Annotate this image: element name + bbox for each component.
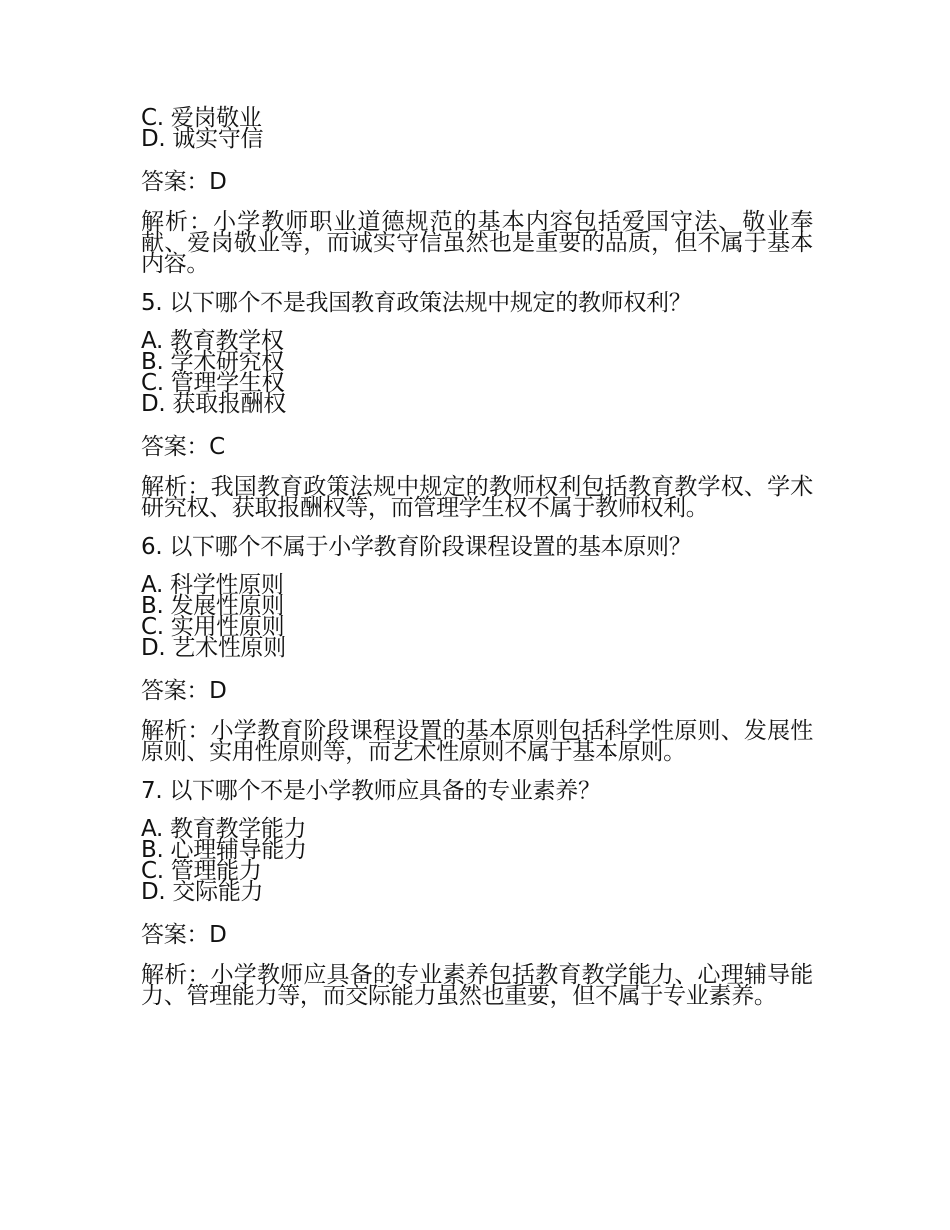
option-item: D. 获取报酬权 (141, 391, 286, 417)
question-block (141, 533, 813, 763)
answer-text: 答案：D (141, 169, 227, 195)
option-item: A. 教育教学能力 (141, 816, 307, 842)
option-item: A. 科学性原则 (141, 572, 284, 598)
option-item: D. 诚实守信 (141, 126, 264, 152)
analysis-text: 解析：小学教师职业道德规范的基本内容包括爱国守法、敬业奉献、爱岗敬业等，而诚实守信虽然也是重要的品质，但不属于基本内容。 (141, 209, 813, 277)
option-item: D. 艺术性原则 (141, 635, 286, 661)
question-text: 7. 以下哪个不是小学教师应具备的专业素养？ (141, 778, 601, 804)
option-list (141, 328, 813, 417)
analysis-text: 解析：小学教育阶段课程设置的基本原则包括科学性原则、发展性原则、实用性原则等，而艺术性原则不属于基本原则。 (141, 718, 813, 765)
question-text: 5. 以下哪个不是我国教育政策法规中规定的教师权利？ (141, 290, 692, 316)
option-item: C. 爱岗敬业 (141, 105, 262, 131)
answer-text: 答案：C (141, 434, 225, 460)
question-text: 6. 以下哪个不属于小学教育阶段课程设置的基本原则？ (141, 534, 692, 560)
analysis-text: 解析：我国教育政策法规中规定的教师权利包括教育教学权、学术研究权、获取报酬权等，而管理学生权不属于教师权利。 (141, 474, 813, 521)
option-item: C. 实用性原则 (141, 614, 285, 640)
option-item: A. 教育教学权 (141, 328, 284, 354)
question-block (141, 289, 813, 519)
question-block (141, 777, 813, 1007)
option-item: B. 心理辅导能力 (141, 837, 307, 863)
option-item: B. 学术研究权 (141, 349, 285, 375)
option-list (141, 105, 813, 152)
document-page (141, 105, 813, 1009)
option-list (141, 816, 813, 905)
analysis-text: 解析：小学教师应具备的专业素养包括教育教学能力、心理辅导能力、管理能力等，而交际能力虽然也重要，但不属于专业素养。 (141, 962, 813, 1009)
option-item: B. 发展性原则 (141, 593, 285, 619)
answer-text: 答案：D (141, 922, 227, 948)
answer-text: 答案：D (141, 678, 227, 704)
option-item: D. 交际能力 (141, 879, 264, 905)
option-item: C. 管理能力 (141, 858, 262, 884)
option-list (141, 572, 813, 661)
option-item: C. 管理学生权 (141, 370, 285, 396)
